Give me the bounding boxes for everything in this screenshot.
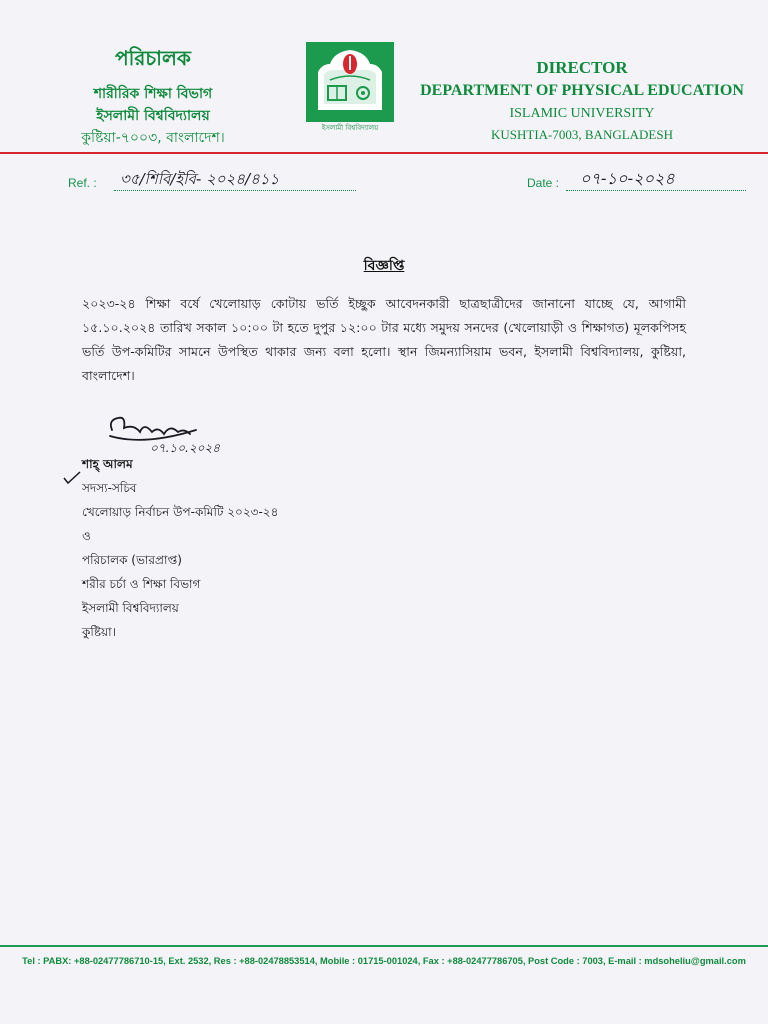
signatory-line: কুষ্টিয়া।	[82, 625, 116, 639]
bn-department: শারীরিক শিক্ষা বিভাগ	[93, 86, 213, 102]
signatory-line: সদস্য-সচিব	[82, 481, 137, 495]
en-university: ISLAMIC UNIVERSITY	[509, 106, 655, 121]
notice-title: বিজ্ঞপ্তি	[363, 258, 405, 274]
check-mark-icon	[62, 470, 82, 486]
signatory-name: শাহ্ আলম	[82, 457, 133, 471]
university-seal-icon	[306, 42, 394, 122]
ref-field	[114, 170, 356, 191]
ref-label: Ref. :	[68, 176, 97, 190]
date-value: ০৭-১০-২০২৪	[580, 169, 675, 188]
en-department: DEPARTMENT OF PHYSICAL EDUCATION	[420, 82, 744, 99]
bn-university: ইসলামী বিশ্ববিদ্যালয়	[96, 108, 210, 124]
logo-caption: ইসলামী বিশ্ববিদ্যালয়	[321, 124, 379, 132]
signatory-line: খেলোয়াড় নির্বাচন উপ-কমিটি ২০২৩-২৪	[82, 505, 279, 519]
en-address: KUSHTIA-7003, BANGLADESH	[491, 127, 673, 142]
date-field	[566, 170, 746, 191]
signatory-line: ও	[82, 529, 91, 543]
bn-address: কুষ্টিয়া-৭০০৩, বাংলাদেশ।	[81, 130, 225, 146]
bn-title: পরিচালক	[115, 46, 191, 70]
ref-value: ৩৫/শিবি/ইবি- ২০২৪/৪১১	[120, 170, 280, 188]
signatory-line: ইসলামী বিশ্ববিদ্যালয়	[82, 601, 179, 615]
notice-body: ২০২৩-২৪ শিক্ষা বর্ষে খেলোয়াড় কোটায় ভর্তি ইচ্ছুক আবেদনকারী ছাত্রছাত্রীদের জানানো যাচ্ছে যে, আগামী ১৫.১০.২০২৪ তারিখ সকাল ১০:০০ টা হতে দুপুর ১২:০০ টার মধ্যে সমুদয় সনদের (খেলোয়াড়ী ও শিক্ষাগত) মূলকপিসহ ভর্তি উপ-কমিটির সামনে উপস্থিত থাকার জন্য বলা হলো। স্থান জিমন্যাসিয়াম ভবন, ইসলামী বিশ্ববিদ্যালয়, কুষ্টিয়া, বাংলাদেশ।	[82, 296, 686, 383]
signature-date: ০৭.১০.২০২৪	[150, 441, 221, 455]
en-title: DIRECTOR	[536, 58, 628, 77]
signatory-line: শরীর চর্চা ও শিক্ষা বিভাগ	[82, 577, 201, 591]
signature-block	[82, 452, 442, 644]
header-divider	[0, 152, 768, 154]
university-logo	[306, 42, 394, 122]
signatory-line: পরিচালক (ভারপ্রাপ্ত)	[82, 553, 182, 567]
date-label: Date :	[527, 176, 560, 190]
footer-divider	[0, 945, 768, 947]
footer-contact: Tel : PABX: +88-02477786710-15, Ext. 2532, Res : +88-02478853514, Mobile : 01715-001024, Fax : +88-02477786705, Post Code : 7003, E-mail : mdsoheliu@gmail.com	[22, 956, 746, 966]
